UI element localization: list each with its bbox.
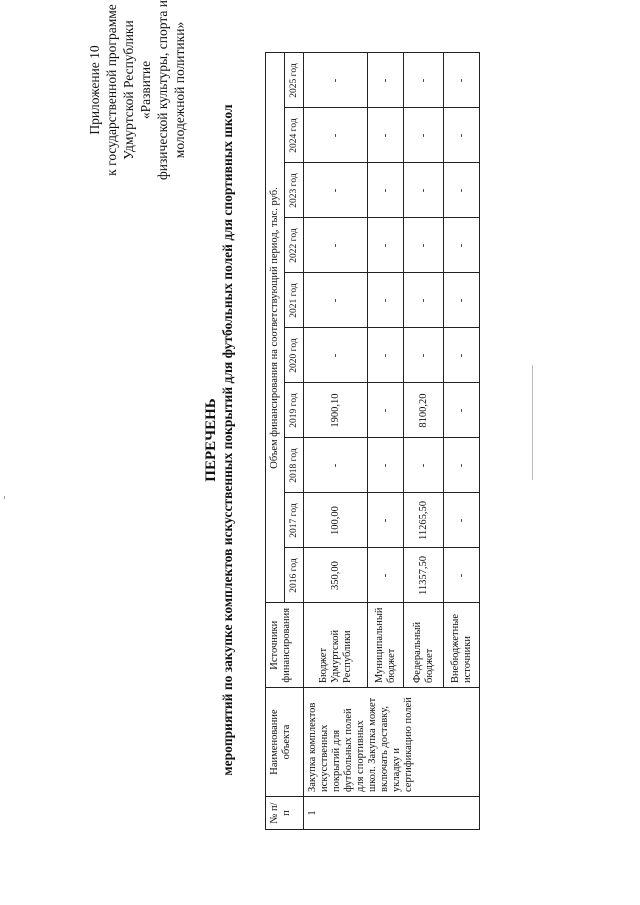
value-cell: - bbox=[304, 218, 368, 273]
value-cell: - bbox=[368, 438, 404, 493]
value-cell: 11265,50 bbox=[404, 493, 444, 548]
value-cell: - bbox=[368, 493, 404, 548]
value-cell: - bbox=[368, 53, 404, 108]
document-title: ПЕРЕЧЕНЬ bbox=[203, 398, 219, 482]
value-cell: - bbox=[444, 218, 480, 273]
header-year: 2020 год bbox=[285, 328, 304, 383]
value-cell: - bbox=[444, 383, 480, 438]
table-row bbox=[304, 53, 368, 830]
header-year: 2019 год bbox=[285, 383, 304, 438]
source-cell: Федеральный бюджет bbox=[404, 603, 444, 688]
value-cell: - bbox=[444, 108, 480, 163]
value-cell: - bbox=[368, 383, 404, 438]
value-cell: - bbox=[304, 328, 368, 383]
source-cell: Муниципальный бюджет bbox=[368, 603, 404, 688]
header-year: 2022 год bbox=[285, 218, 304, 273]
header-year: 2018 год bbox=[285, 438, 304, 493]
source-cell: Внебюджетные источники bbox=[444, 603, 480, 688]
value-cell: - bbox=[404, 273, 444, 328]
value-cell: - bbox=[444, 493, 480, 548]
value-cell: - bbox=[368, 548, 404, 603]
value-cell: - bbox=[404, 163, 444, 218]
value-cell: 8100,20 bbox=[404, 383, 444, 438]
value-cell: - bbox=[368, 108, 404, 163]
appendix-line-4: физической культуры, спорта и bbox=[155, 0, 170, 180]
value-cell: - bbox=[444, 548, 480, 603]
value-cell: - bbox=[304, 438, 368, 493]
value-cell: - bbox=[444, 438, 480, 493]
value-cell: - bbox=[368, 273, 404, 328]
funding-table bbox=[265, 53, 480, 831]
header-funding-group: Объем финансирования на соответствующий период, тыс. руб. bbox=[266, 53, 285, 603]
item-name: Закупка комплектов искусственных покрытий для футбольных полей для спортивных школ. Закупка может включать доставку, укладку и сертификацию полей bbox=[304, 688, 480, 797]
value-cell: - bbox=[368, 163, 404, 218]
value-cell: 1900,10 bbox=[304, 383, 368, 438]
value-cell: - bbox=[444, 53, 480, 108]
value-cell: - bbox=[368, 328, 404, 383]
appendix-line-5: молодежной политики» bbox=[172, 21, 187, 159]
header-year: 2024 год bbox=[285, 108, 304, 163]
value-cell: - bbox=[404, 438, 444, 493]
header-year: 2016 год bbox=[285, 548, 304, 603]
value-cell: - bbox=[304, 53, 368, 108]
value-cell: 350,00 bbox=[304, 548, 368, 603]
appendix-line-1: Приложение 10 bbox=[87, 45, 102, 135]
source-cell: Бюджет Удмуртской Республики bbox=[304, 603, 368, 688]
value-cell: - bbox=[404, 328, 444, 383]
header-year: 2021 год bbox=[285, 273, 304, 328]
value-cell: - bbox=[444, 328, 480, 383]
header-year: 2017 год bbox=[285, 493, 304, 548]
value-cell: - bbox=[404, 108, 444, 163]
appendix-line-2: к государственной программе bbox=[104, 4, 119, 176]
appendix-note bbox=[86, 0, 188, 180]
value-cell: 11357,50 bbox=[404, 548, 444, 603]
header-sources: Источники финансирования bbox=[266, 603, 304, 688]
value-cell: - bbox=[304, 163, 368, 218]
header-year: 2025 год bbox=[285, 53, 304, 108]
value-cell: - bbox=[444, 273, 480, 328]
header-object-name: Наименование объекта bbox=[266, 688, 304, 797]
appendix-line-3: Удмуртской Республики «Развитие bbox=[121, 20, 153, 160]
value-cell: - bbox=[304, 108, 368, 163]
header-number: № п/п bbox=[266, 797, 304, 830]
header-year: 2023 год bbox=[285, 163, 304, 218]
value-cell: 100,00 bbox=[304, 493, 368, 548]
value-cell: - bbox=[404, 53, 444, 108]
value-cell: - bbox=[444, 163, 480, 218]
document-subtitle: мероприятий по закупке комплектов искусственных покрытий для футбольных полей для спортивных школ bbox=[220, 104, 235, 776]
header-row-1 bbox=[266, 53, 285, 830]
value-cell: - bbox=[304, 273, 368, 328]
item-number: 1 bbox=[304, 797, 480, 830]
value-cell: - bbox=[404, 218, 444, 273]
value-cell: - bbox=[368, 218, 404, 273]
